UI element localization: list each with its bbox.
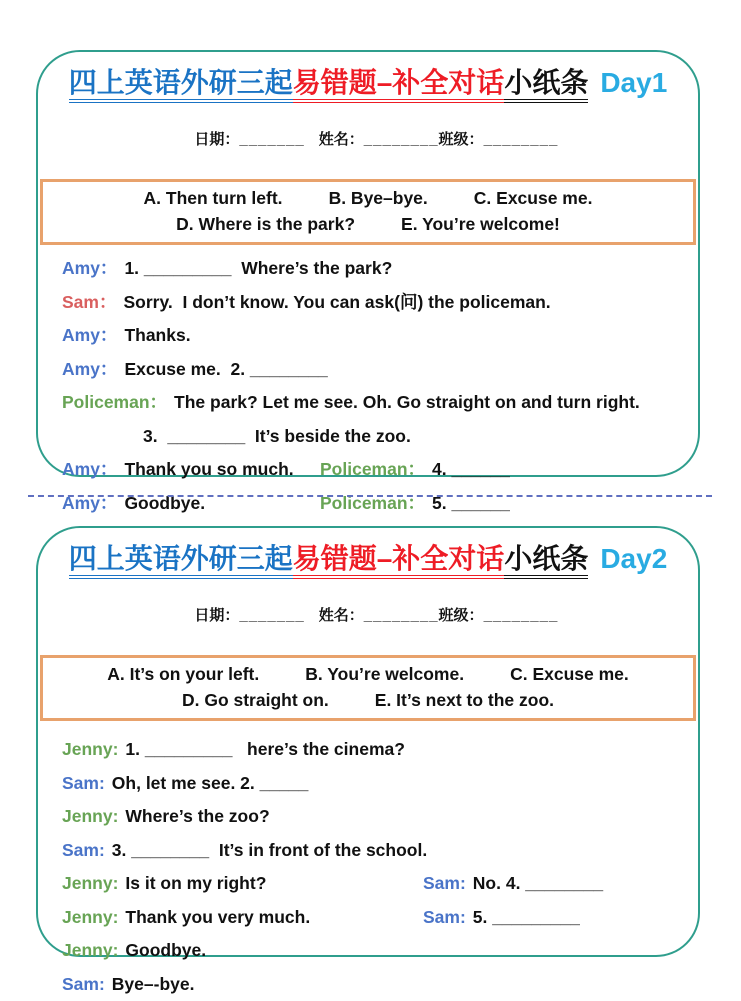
dialogue-text: Bye–-bye. — [112, 974, 195, 994]
dialogue-segment — [423, 901, 580, 935]
section-divider-dashed-line — [28, 495, 712, 497]
dialogue-text: 3. ________ It’s in front of the school. — [112, 840, 427, 860]
speaker-name: Sam: — [423, 873, 466, 893]
dialogue-segment — [62, 733, 405, 767]
dialogue-text: No. 4. ________ — [473, 873, 603, 893]
speaker-name: Sam： — [62, 292, 116, 312]
dialogue-text: Is it on my right? — [125, 873, 266, 893]
name-blank: ________ — [364, 131, 439, 148]
dialogue-row — [62, 487, 698, 521]
speaker-name: Sam: — [423, 907, 466, 927]
title-segment-black: 小纸条 — [504, 67, 588, 103]
dialogue-row — [62, 867, 698, 901]
speaker-name: Policeman： — [320, 493, 425, 513]
speaker-name: Amy： — [62, 459, 117, 479]
dialogue-segment — [62, 767, 308, 801]
dialogue-text: Goodbye. — [125, 940, 206, 960]
dialogue-text: 5. ______ — [432, 493, 510, 513]
options-box — [40, 655, 696, 721]
dialogue-row — [62, 386, 698, 420]
day-badge: Day2 — [600, 543, 667, 574]
dialogue-segment — [62, 453, 294, 487]
dialogue-row — [62, 353, 698, 387]
title-segment-blue: 四上英语外研三起 — [69, 67, 293, 103]
dialogue — [38, 733, 698, 1001]
option-item: A. It’s on your left. — [107, 664, 259, 684]
dialogue-segment — [320, 487, 510, 521]
dialogue-segment — [423, 867, 603, 901]
dialogue-text: The park? Let me see. Oh. Go straight on and turn right. — [174, 392, 640, 412]
dialogue-row — [62, 733, 698, 767]
dialogue-text: Goodbye. — [124, 493, 205, 513]
worksheet-card-day2 — [36, 526, 700, 957]
dialogue-text: Thanks. — [124, 325, 190, 345]
dialogue-text: Where’s the zoo? — [125, 806, 269, 826]
option-item: C. Excuse me. — [474, 188, 593, 208]
name-label: 姓名： — [319, 131, 364, 148]
dialogue-segment — [62, 487, 205, 521]
date-label: 日期： — [194, 131, 239, 148]
speaker-name: Jenny: — [62, 940, 118, 960]
dialogue-segment — [62, 867, 266, 901]
dialogue-text: Oh, let me see. 2. _____ — [112, 773, 309, 793]
speaker-name: Sam: — [62, 840, 105, 860]
dialogue — [38, 252, 698, 520]
dialogue-text: 1. _________ Where’s the park? — [124, 258, 392, 278]
dialogue-segment — [62, 386, 640, 420]
dialogue-segment — [62, 252, 392, 286]
meta-line — [38, 107, 698, 173]
dialogue-segment — [62, 286, 551, 320]
dialogue-row — [62, 420, 698, 454]
date-label: 日期： — [194, 607, 239, 624]
options-row — [43, 687, 693, 713]
dialogue-row — [62, 901, 698, 935]
class-label: 班级： — [439, 131, 484, 148]
speaker-name: Policeman： — [62, 392, 167, 412]
dialogue-segment — [62, 353, 328, 387]
title-segment-red: 易错题–补全对话 — [293, 67, 505, 103]
speaker-name: Jenny: — [62, 873, 118, 893]
option-item: E. You’re welcome! — [401, 214, 560, 234]
speaker-name: Amy： — [62, 359, 117, 379]
title-segment-red: 易错题–补全对话 — [293, 543, 505, 579]
option-item: B. Bye–bye. — [329, 188, 428, 208]
dialogue-segment — [62, 834, 427, 868]
speaker-name: Jenny: — [62, 739, 118, 759]
option-item: D. Go straight on. — [182, 690, 329, 710]
dialogue-segment — [143, 420, 411, 454]
name-label: 姓名： — [319, 607, 364, 624]
class-blank: ________ — [484, 131, 559, 148]
speaker-name: Amy： — [62, 258, 117, 278]
date-blank: _______ — [239, 607, 304, 624]
dialogue-segment — [62, 968, 194, 1001]
option-item: B. You’re welcome. — [305, 664, 464, 684]
speaker-name: Amy： — [62, 325, 117, 345]
dialogue-segment — [62, 319, 191, 353]
dialogue-row — [62, 968, 698, 1001]
worksheet-card-day1 — [36, 50, 700, 477]
dialogue-segment — [320, 453, 510, 487]
dialogue-row — [62, 319, 698, 353]
day-badge: Day1 — [600, 67, 667, 98]
option-item: E. It’s next to the zoo. — [375, 690, 554, 710]
worksheet-title — [38, 64, 698, 102]
name-blank: ________ — [364, 607, 439, 624]
speaker-name: Amy： — [62, 493, 117, 513]
speaker-name: Sam: — [62, 974, 105, 994]
dialogue-text: 1. _________ here’s the cinema? — [125, 739, 405, 759]
dialogue-segment — [62, 934, 206, 968]
speaker-name: Jenny: — [62, 907, 118, 927]
title-segment-black: 小纸条 — [504, 543, 588, 579]
speaker-name: Sam: — [62, 773, 105, 793]
meta-line — [38, 583, 698, 649]
class-label: 班级： — [439, 607, 484, 624]
dialogue-text: Thank you so much. — [124, 459, 293, 479]
option-item: C. Excuse me. — [510, 664, 629, 684]
dialogue-text: 3. ________ It’s beside the zoo. — [143, 426, 411, 446]
options-box — [40, 179, 696, 245]
dialogue-row — [62, 934, 698, 968]
dialogue-row — [62, 767, 698, 801]
dialogue-row — [62, 252, 698, 286]
options-row — [43, 661, 693, 687]
options-row — [43, 211, 693, 237]
title-segment-blue: 四上英语外研三起 — [69, 543, 293, 579]
dialogue-text: Excuse me. 2. ________ — [124, 359, 327, 379]
dialogue-text: 4. ______ — [432, 459, 510, 479]
date-blank: _______ — [239, 131, 304, 148]
option-item: D. Where is the park? — [176, 214, 355, 234]
dialogue-text: 5. _________ — [473, 907, 580, 927]
dialogue-row — [62, 286, 698, 320]
dialogue-row — [62, 800, 698, 834]
option-item: A. Then turn left. — [144, 188, 283, 208]
worksheet-title — [38, 540, 698, 578]
dialogue-segment — [62, 901, 310, 935]
class-blank: ________ — [484, 607, 559, 624]
dialogue-row — [62, 453, 698, 487]
speaker-name: Policeman： — [320, 459, 425, 479]
speaker-name: Jenny: — [62, 806, 118, 826]
options-row — [43, 185, 693, 211]
dialogue-row — [62, 834, 698, 868]
dialogue-text: Sorry. I don’t know. You can ask(问) the policeman. — [123, 292, 550, 312]
dialogue-segment — [62, 800, 270, 834]
dialogue-text: Thank you very much. — [125, 907, 310, 927]
